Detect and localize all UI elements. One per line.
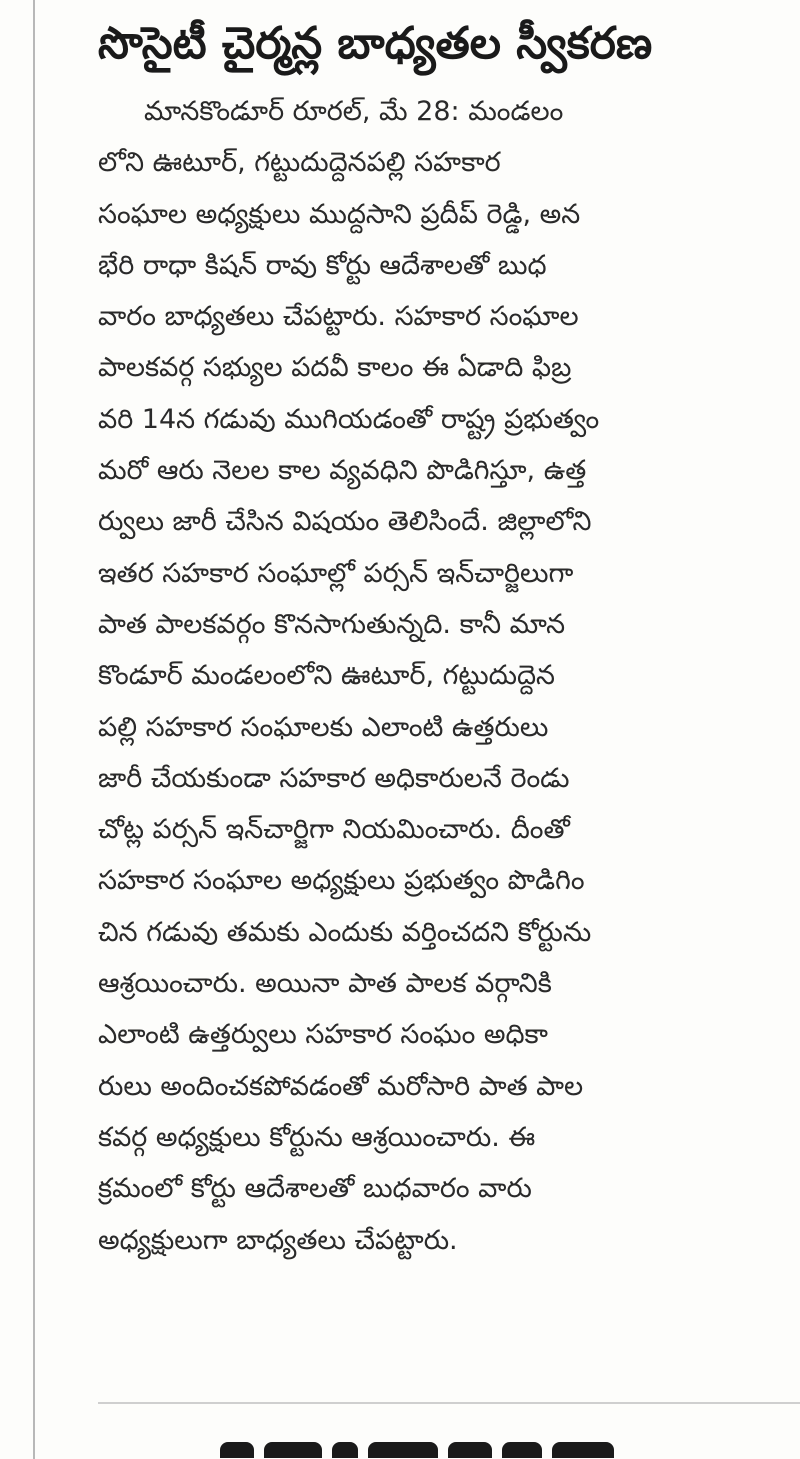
- article-line: కొండూర్ మండలంలోని ఊటూర్, గట్టుదుద్దెన: [98, 660, 555, 692]
- article-line: మానకొండూర్ రూరల్, మే 28: మండలం: [144, 96, 564, 127]
- article-line: మరో ఆరు నెలల కాల వ్యవధిని పొడిగిస్తూ, ఉత్త: [98, 455, 587, 487]
- article-line: క్రమంలో కోర్టు ఆదేశాలతో బుధవారం వారు: [98, 1173, 532, 1205]
- article-line: భేరి రాధా కిషన్ రావు కోర్టు ఆదేశాలతో బుధ: [98, 249, 547, 281]
- article-line: పాలకవర్గ సభ్యుల పదవీ కాలం ఈ ఏడాది ఫిబ్ర: [98, 352, 572, 384]
- article-line: కవర్గ అధ్యక్షులు కోర్టును ఆశ్రయించారు. ఈ: [98, 1121, 536, 1153]
- article-line: రులు అందించకపోవడంతో మరోసారి పాత పాల: [98, 1070, 584, 1102]
- article-line: చోట్ల పర్సన్ ఇన్‌చార్జిగా నియమించారు. దీంతో: [98, 814, 570, 846]
- article-line: ఆశ్రయించారు. అయినా పాత పాలక వర్గానికి: [98, 968, 552, 1000]
- article-line: ఎలాంటి ఉత్తర్వులు సహకార సంఘం అధికా: [98, 1019, 548, 1051]
- article-line: వారం బాధ్యతలు చేపట్టారు. సహకార సంఘాల: [98, 301, 579, 333]
- article-line: పల్లి సహకార సంఘాలకు ఎలాంటి ఉత్తరులు: [98, 711, 549, 743]
- article-line: పాత పాలకవర్గం కొనసాగుతున్నది. కానీ మాన: [98, 608, 566, 640]
- article-headline: సొసైటీ చైర్మన్ల బాధ్యతల స్వీకరణ: [98, 18, 653, 69]
- article-line: అధ్యక్షులుగా బాధ్యతలు చేపట్టారు.: [98, 1224, 458, 1256]
- article-body: [98, 86, 758, 1266]
- article-line: లోని ఊటూర్, గట్టుదుద్దెనపల్లి సహకార: [98, 147, 501, 179]
- article-line: ఇతర సహకార సంఘాల్లో పర్సన్ ఇన్‌చార్జిలుగా: [98, 557, 574, 589]
- column-rule: [33, 0, 35, 1459]
- article-line: జారీ చేయకుండా సహకార అధికారులనే రెండు: [98, 762, 570, 794]
- article-separator: [98, 1402, 800, 1404]
- article-line: ర్వులు జారీ చేసిన విషయం తెలిసిందే. జిల్లాలోని: [98, 506, 592, 538]
- next-article-headline-fragment: [220, 1440, 640, 1459]
- article-line: చిన గడువు తమకు ఎందుకు వర్తించదని కోర్టును: [98, 916, 592, 948]
- article-line: వరి 14న గడువు ముగియడంతో రాష్ట్ర ప్రభుత్వం: [98, 403, 600, 435]
- article-line: సహకార సంఘాల అధ్యక్షులు ప్రభుత్వం పొడిగిం: [98, 865, 585, 897]
- article-line: సంఘాల అధ్యక్షులు ముద్దసాని ప్రదీప్ రెడ్డి, అన: [98, 198, 581, 230]
